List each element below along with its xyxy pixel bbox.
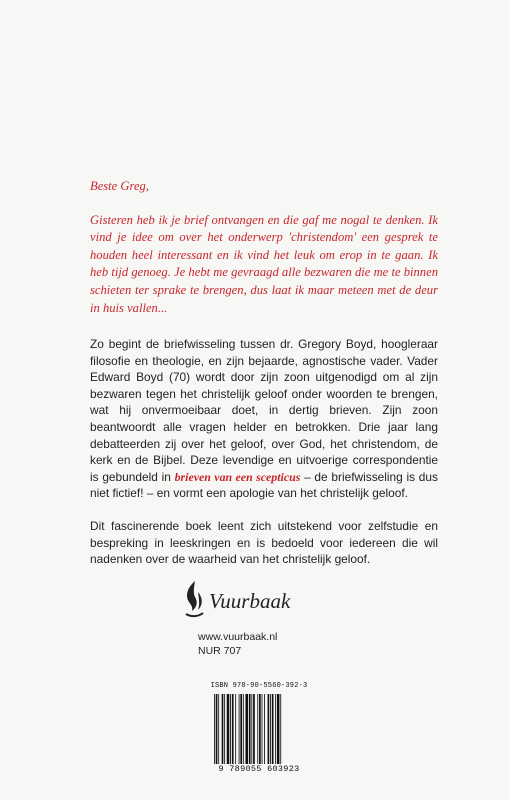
barcode-bar bbox=[259, 694, 261, 764]
barcode-bar bbox=[222, 694, 224, 764]
blurb-paragraph-2: Dit fascinerende boek leent zich uitstekend voor zelfstudie en bespreking in leeskringen en is bedoeld voor iedereen die wil nadenken over de waarheid van het christelijk geloof. bbox=[90, 518, 438, 567]
letter-body: Gisteren heb ik je brief ontvangen en die gaf me nogal te denken. Ik vind je idee om over het onderwerp 'christendom' een gesprek te houden heel interessant en ik vind het leuk om erop in te gaan. Ik heb tijd genoeg. Je hebt me gevraagd alle bezwaren die me te binnen schieten ter sprake te brengen, dus laat ik maar meteen met de deur in huis vallen... bbox=[90, 212, 438, 315]
barcode-bar bbox=[243, 694, 244, 764]
barcode-bar bbox=[224, 694, 225, 764]
barcode-bar bbox=[275, 694, 276, 764]
barcode-bar bbox=[245, 694, 248, 764]
barcode-digits: 9 789055 603923 bbox=[218, 764, 300, 774]
barcode-bar bbox=[280, 694, 281, 764]
barcode-bar bbox=[218, 694, 219, 764]
barcode-bar bbox=[214, 694, 215, 764]
isbn-barcode bbox=[208, 682, 310, 778]
letter-excerpt bbox=[90, 178, 438, 317]
barcode-bars bbox=[214, 694, 310, 764]
barcode-bar bbox=[253, 694, 255, 764]
isbn-label: ISBN 978-90-5560-392-3 bbox=[210, 682, 308, 690]
barcode-bar bbox=[262, 694, 263, 764]
barcode-bar bbox=[251, 694, 252, 764]
barcode-bar bbox=[230, 694, 231, 764]
blurb-text: – de briefwisseling is dus niet fictief! – en vormt een apologie van het christelijk geloof. bbox=[90, 469, 438, 501]
publisher-name: Vuurbaak bbox=[209, 589, 291, 613]
barcode-bar bbox=[235, 694, 236, 764]
blurb-paragraph-1 bbox=[90, 336, 438, 502]
barcode-bar bbox=[227, 694, 230, 764]
letter-salutation: Beste Greg, bbox=[90, 179, 149, 193]
publisher-website: www.vuurbaak.nl bbox=[198, 631, 278, 643]
flame-icon bbox=[183, 580, 205, 618]
barcode-bar bbox=[268, 694, 270, 764]
back-cover-blurb bbox=[90, 336, 438, 568]
barcode-bar bbox=[249, 694, 251, 764]
barcode-bar bbox=[270, 694, 271, 764]
barcode-bar bbox=[240, 694, 242, 764]
barcode-bar bbox=[232, 694, 234, 764]
publisher-logo bbox=[183, 580, 363, 620]
nur-code: NUR 707 bbox=[198, 645, 242, 657]
barcode-bar bbox=[272, 694, 274, 764]
blurb-text: Zo begint de briefwisseling tussen dr. Gregory Boyd, hoogleraar filosofie en theologie, en zijn bejaarde, agnostische vader. Vader Edward Boyd (70) wordt door zijn zoon uitgenodigd om al zijn bezwaren tegen het christelijk geloof onder woorden te brengen, wat hij onvermoeibaar doet, in dertig brieven. Zijn zoon beantwoordt alle vragen helder en betrokken. Drie jaar lang debatteerden zij over het geloof, over God, het christendom, de kerk en de Bijbel. Deze levendige en uitvoerige correspondentie is gebundeld in bbox=[90, 337, 438, 484]
barcode-bar bbox=[239, 694, 240, 764]
barcode-bar bbox=[257, 694, 258, 764]
barcode-bar bbox=[277, 694, 280, 764]
publisher-info bbox=[198, 630, 277, 658]
barcode-bar bbox=[264, 694, 265, 764]
barcode-bar bbox=[216, 694, 218, 764]
book-title-emphasis: brieven van een scepticus bbox=[174, 469, 301, 484]
